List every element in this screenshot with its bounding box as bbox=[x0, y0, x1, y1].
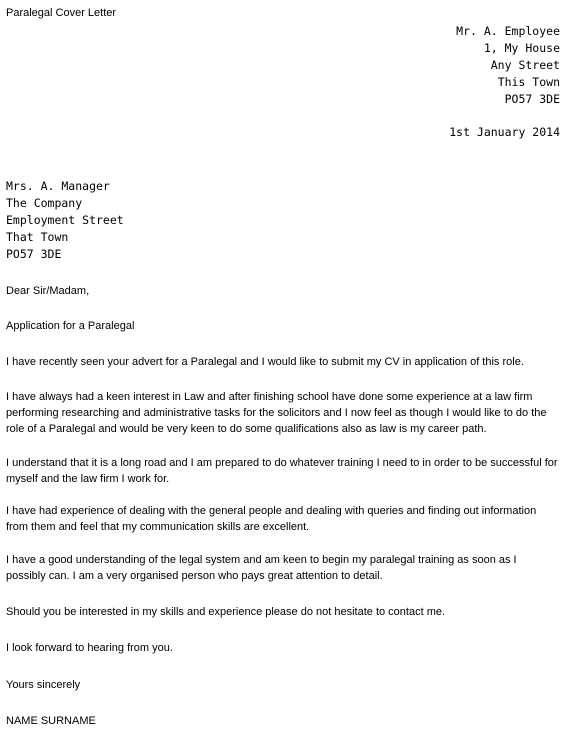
sender-address bbox=[456, 23, 560, 108]
sender-address-line: Any Street bbox=[490, 58, 560, 72]
paragraph-text: I have a good understanding of the legal system and am keen to begin my paralegal training as soon as I possibly can. I am a very organised person who pays great attention to detail. bbox=[6, 554, 517, 582]
salutation bbox=[6, 283, 558, 299]
body-paragraph bbox=[6, 455, 558, 487]
recipient-address bbox=[6, 178, 124, 263]
body-paragraph bbox=[6, 640, 558, 656]
recipient-address-line: Employment Street bbox=[6, 213, 124, 227]
paragraph-text: I have recently seen your advert for a Paralegal and I would like to submit my CV in application of this role. bbox=[6, 356, 524, 368]
closing-text: Yours sincerely bbox=[6, 679, 81, 691]
recipient-postcode: PO57 3DE bbox=[6, 247, 62, 261]
recipient-address-line: The Company bbox=[6, 196, 83, 210]
paragraph-text: I have had experience of dealing with the general people and dealing with queries and finding out information from them and feel that my communication skills are excellent. bbox=[6, 505, 537, 533]
body-paragraph bbox=[6, 503, 558, 535]
paragraph-text: I understand that it is a long road and I am prepared to do whatever training I need to in order to be successful for myself and the law firm I work for. bbox=[6, 457, 558, 485]
letter-date: 1st January 2014 bbox=[449, 125, 560, 139]
signature bbox=[6, 713, 558, 729]
paragraph-text: Should you be interested in my skills and experience please do not hesitate to contact me. bbox=[6, 606, 446, 618]
closing bbox=[6, 677, 558, 693]
salutation-text: Dear Sir/Madam, bbox=[6, 285, 90, 297]
sender-postcode: PO57 3DE bbox=[504, 92, 560, 106]
body-paragraph bbox=[6, 354, 558, 370]
document-title: Paralegal Cover Letter bbox=[6, 7, 117, 19]
sender-name: Mr. A. Employee bbox=[456, 24, 560, 38]
subject-line bbox=[6, 318, 558, 334]
recipient-name: Mrs. A. Manager bbox=[6, 179, 110, 193]
paragraph-text: I have always had a keen interest in Law and after finishing school have done some experience at a law firm performing researching and administrative tasks for the solicitors and I now feel as though I would like to do the role of a Paralegal and would be very keen to do some qualifications also as law is my career path. bbox=[6, 391, 547, 435]
paragraph-text: I look forward to hearing from you. bbox=[6, 642, 173, 654]
sender-address-line: This Town bbox=[497, 75, 560, 89]
signature-name: NAME SURNAME bbox=[6, 715, 96, 727]
body-paragraph bbox=[6, 604, 558, 620]
recipient-address-line: That Town bbox=[6, 230, 69, 244]
sender-address-line: 1, My House bbox=[483, 41, 560, 55]
subject-text: Application for a Paralegal bbox=[6, 320, 135, 332]
body-paragraph bbox=[6, 552, 558, 584]
body-paragraph bbox=[6, 389, 558, 437]
